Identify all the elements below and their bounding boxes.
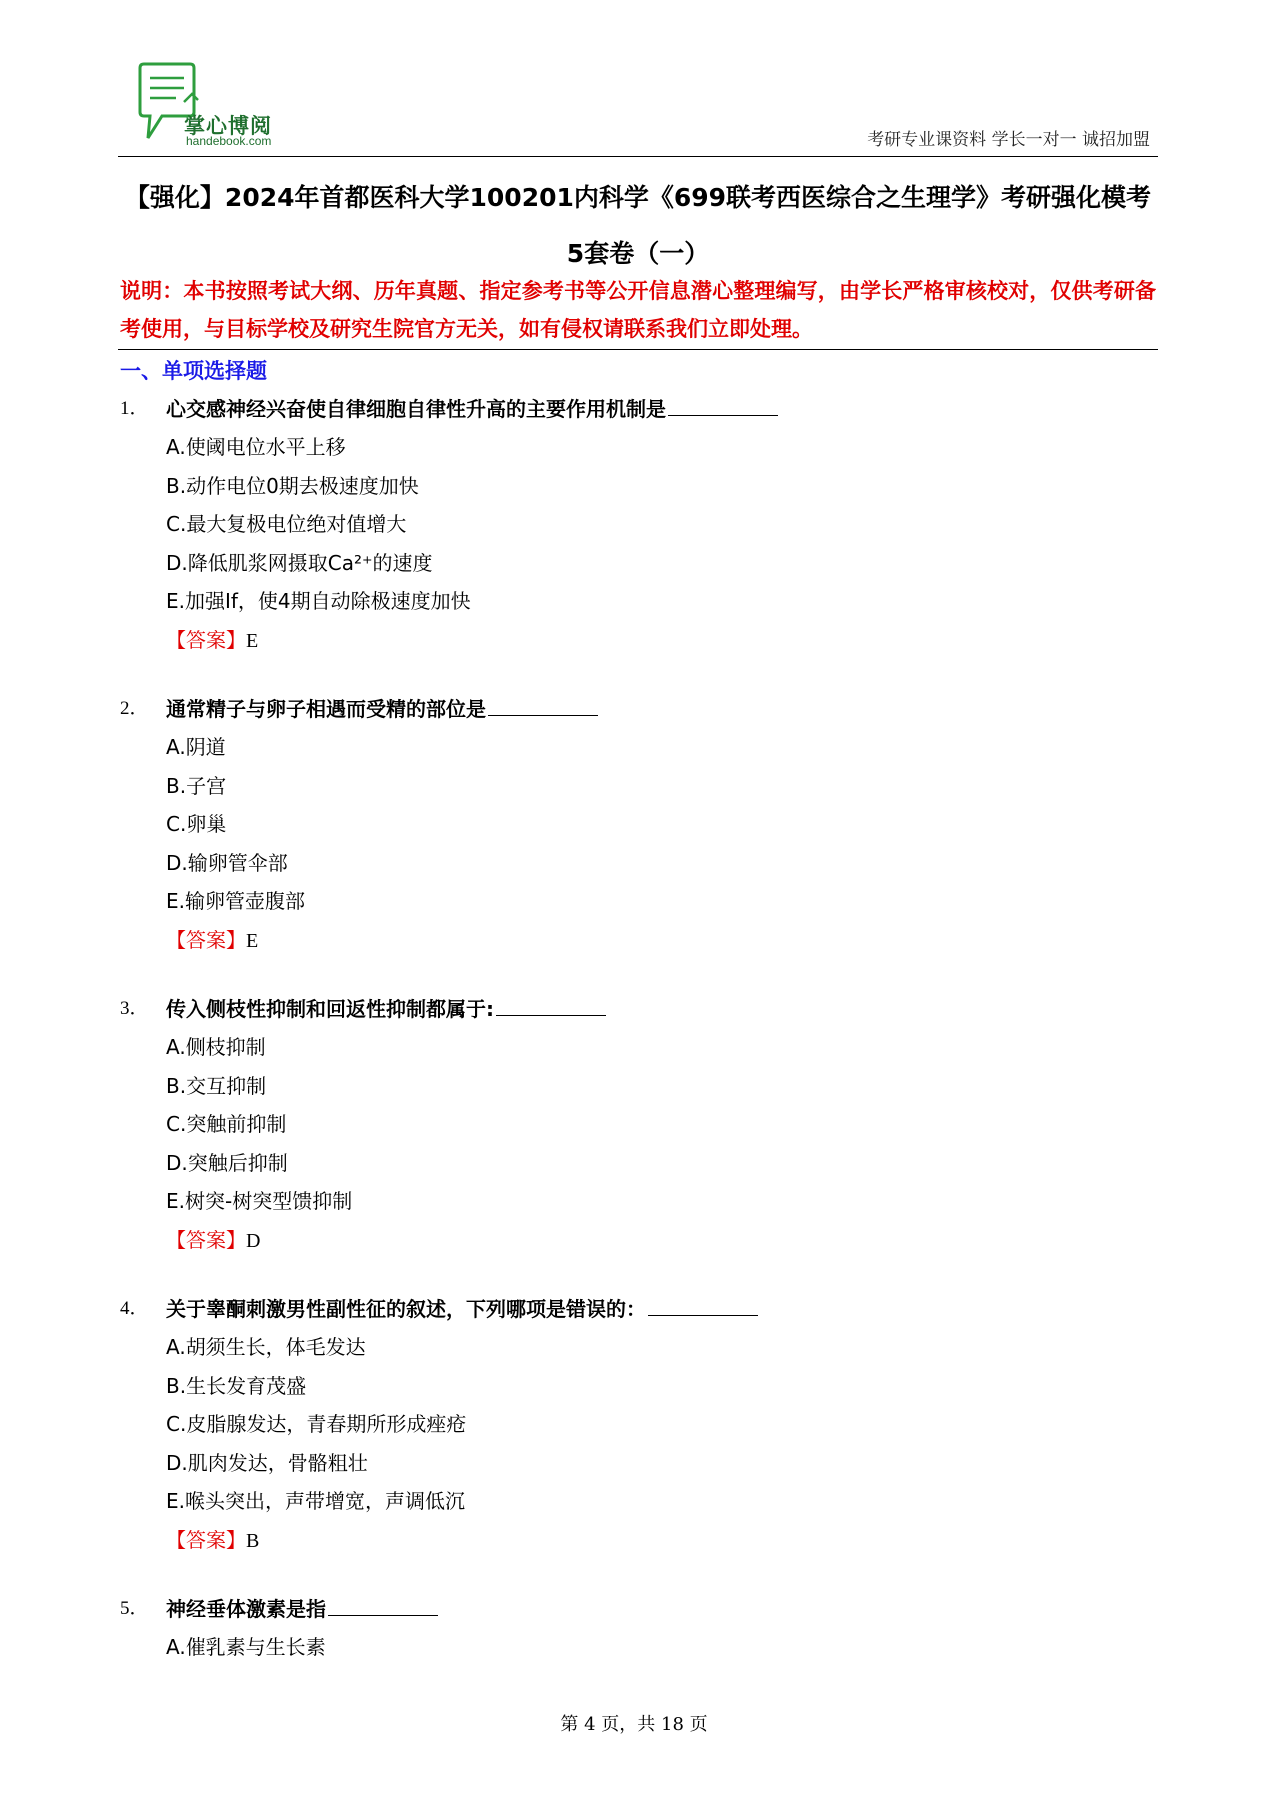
question-number: 4． — [120, 1298, 149, 1319]
option-a: A.侧枝抑制 — [166, 1035, 266, 1059]
logo-text: 掌心博阅 — [184, 114, 272, 138]
question-text — [166, 1290, 758, 1328]
answer-value: B — [246, 1529, 260, 1552]
answer-blank — [488, 693, 598, 716]
question-item — [120, 990, 1150, 1260]
question-text — [166, 690, 598, 728]
option-c: C.突触前抑制 — [166, 1112, 287, 1136]
answer-value: E — [246, 629, 259, 652]
option-b: B.子宫 — [166, 773, 227, 798]
question-item — [120, 390, 1150, 660]
answer-line — [120, 1521, 1150, 1561]
answer-line — [120, 621, 1150, 661]
answer-blank — [648, 1293, 758, 1316]
page-header — [118, 58, 1158, 157]
question-text — [166, 1590, 438, 1628]
page-number: 第 4 页，共 18 页 — [560, 1714, 708, 1735]
option-e: E.加强If，使4期自动除极速度加快 — [166, 589, 471, 613]
question-stem — [120, 690, 1150, 728]
option-b: B.动作电位0期去极速度加快 — [166, 473, 419, 498]
option-b: B.交互抑制 — [166, 1073, 267, 1098]
answer-blank — [496, 993, 606, 1016]
answer-value: D — [246, 1229, 261, 1252]
option-d: D.输卵管伞部 — [166, 850, 288, 875]
option-b: B.生长发育茂盛 — [166, 1373, 307, 1398]
option-e: E.输卵管壶腹部 — [166, 889, 305, 913]
option-c: C.最大复极电位绝对值增大 — [166, 512, 407, 536]
question-item — [120, 690, 1150, 960]
answer-blank — [668, 393, 778, 416]
option-d: D.肌肉发达，骨骼粗壮 — [166, 1450, 368, 1475]
question-list — [120, 390, 1150, 1697]
option-d: D.降低肌浆网摄取Ca²⁺的速度 — [166, 550, 433, 575]
logo-url: handebook.com — [186, 134, 272, 148]
question-number: 5． — [120, 1598, 149, 1619]
question-number: 3． — [120, 998, 149, 1019]
option-a: A.阴道 — [166, 735, 226, 759]
answer-line — [120, 921, 1150, 961]
option-a: A.胡须生长，体毛发达 — [166, 1335, 366, 1359]
option-a: A.催乳素与生长素 — [166, 1635, 326, 1659]
question-stem — [120, 390, 1150, 428]
question-text — [166, 390, 778, 428]
answer-label: 【答案】 — [166, 627, 246, 652]
option-c: C.皮脂腺发达，青春期所形成痤疮 — [166, 1412, 467, 1436]
question-stem — [120, 990, 1150, 1028]
answer-value: E — [246, 929, 259, 952]
brand-logo — [136, 62, 306, 146]
question-stem — [120, 1590, 1150, 1628]
document-title: 【强化】2024年首都医科大学100201内科学《699联考西医综合之生理学》考研强化模考5套卷（一） — [124, 183, 1152, 268]
option-e: E.树突-树突型馈抑制 — [166, 1189, 353, 1213]
header-tagline: 考研专业课资料 学长一对一 诚招加盟 — [867, 130, 1150, 150]
section-heading: 一、单项选择题 — [120, 359, 267, 383]
option-d: D.突触后抑制 — [166, 1150, 288, 1175]
question-text-content: 传入侧枝性抑制和回返性抑制都属于: — [166, 997, 494, 1021]
answer-label: 【答案】 — [166, 1527, 246, 1552]
question-text-content: 关于睾酮刺激男性副性征的叙述，下列哪项是错误的： — [166, 1297, 646, 1321]
divider — [118, 349, 1158, 350]
option-e: E.喉头突出，声带增宽，声调低沉 — [166, 1489, 465, 1513]
question-stem — [120, 1290, 1150, 1328]
question-text — [166, 990, 606, 1028]
question-text-content: 通常精子与卵子相遇而受精的部位是 — [166, 697, 486, 721]
answer-label: 【答案】 — [166, 1227, 246, 1252]
answer-line — [120, 1221, 1150, 1261]
question-number: 2． — [120, 698, 149, 719]
disclaimer-notice: 说明：本书按照考试大纲、历年真题、指定参考书等公开信息潜心整理编写，由学长严格审核校对，仅供考研备考使用，与目标学校及研究生院官方无关，如有侵权请联系我们立即处理。 — [120, 279, 1156, 341]
answer-blank — [328, 1593, 438, 1616]
question-text-content: 心交感神经兴奋使自律细胞自律性升高的主要作用机制是 — [166, 397, 666, 421]
answer-label: 【答案】 — [166, 927, 246, 952]
option-a: A.使阈电位水平上移 — [166, 435, 346, 459]
question-text-content: 神经垂体激素是指 — [166, 1597, 326, 1621]
question-item — [120, 1590, 1150, 1667]
question-item — [120, 1290, 1150, 1560]
option-c: C.卵巢 — [166, 812, 227, 836]
question-number: 1． — [120, 398, 149, 419]
